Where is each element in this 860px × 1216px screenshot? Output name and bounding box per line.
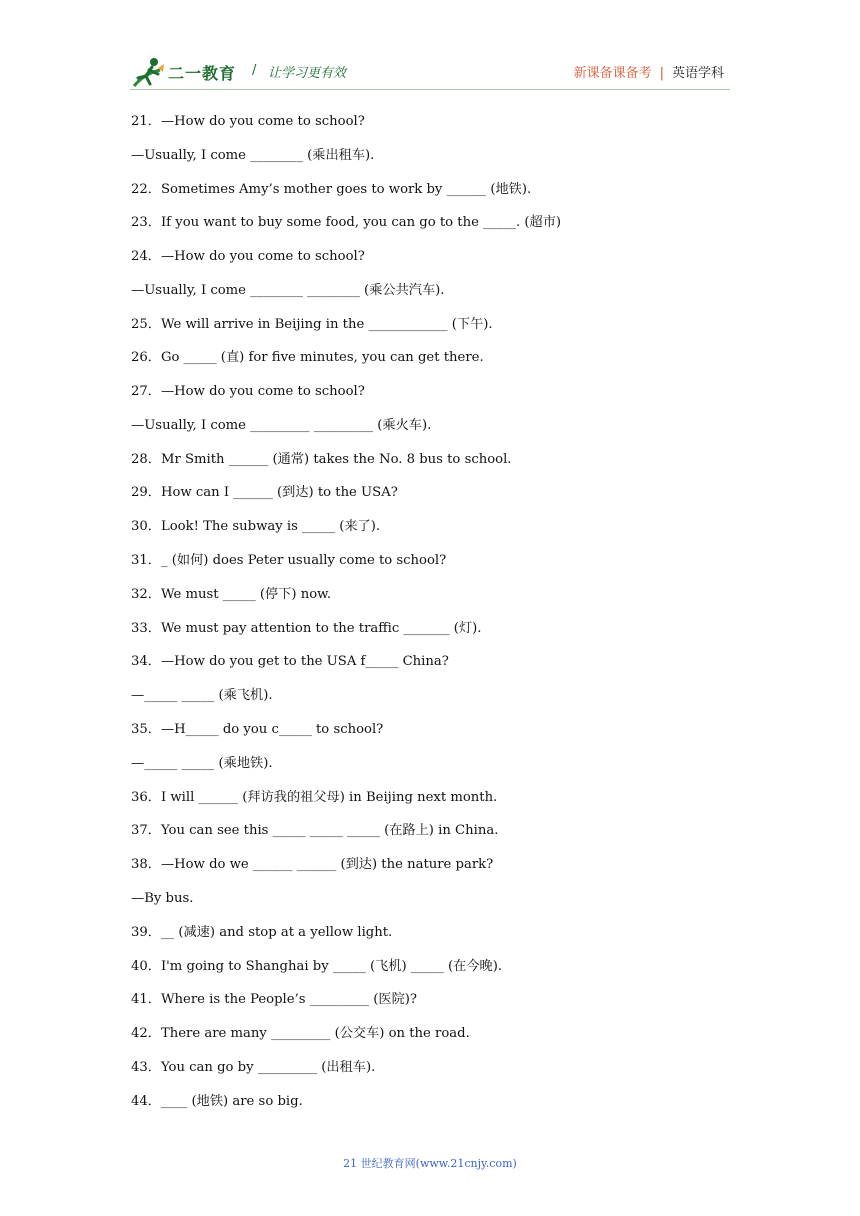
page-header — [130, 56, 730, 94]
question-line: 33．We must pay attention to the traffic _______ (灯). — [131, 621, 482, 636]
page-footer: 21 世纪教育网(www.21cnjy.com) — [343, 1157, 517, 1170]
question-line: —_____ _____ (乘地铁). — [131, 756, 273, 771]
header-tagline: 新课备课备考 — [573, 66, 652, 81]
question-line: 28．Mr Smith ______ (通常) takes the No. 8 bus to school. — [131, 452, 512, 467]
header-subject: 英语学科 — [671, 66, 724, 81]
question-line: —Usually, I come _________ _________ (乘火车). — [131, 418, 432, 433]
question-line: —By bus. — [131, 891, 194, 906]
question-line: 21．—How do you come to school? — [131, 114, 365, 129]
header-right — [574, 62, 724, 81]
question-line: 31．_ (如何) does Peter usually come to school? — [131, 553, 447, 568]
question-line: 42．There are many _________ (公交车) on the road. — [131, 1026, 470, 1041]
question-line: 44．____ (地铁) are so big. — [131, 1094, 303, 1109]
question-line: 36．I will ______ (拜访我的祖父母) in Beijing next month. — [131, 790, 498, 805]
question-line: —Usually, I come ________ ________ (乘公共汽车). — [131, 283, 445, 298]
question-line: 38．—How do we ______ ______ (到达) the nature park? — [131, 857, 494, 872]
header-slash: / — [252, 63, 257, 78]
question-line: 39．__ (减速) and stop at a yellow light. — [131, 925, 393, 940]
question-line: 25．We will arrive in Beijing in the ____________ (下午). — [131, 317, 493, 332]
question-line: 30．Look! The subway is _____ (来了). — [131, 519, 381, 534]
question-line: 41．Where is the People’s _________ (医院)? — [131, 992, 417, 1007]
question-line: 26．Go _____ (直) for five minutes, you can get there. — [131, 350, 484, 365]
question-line: 37．You can see this _____ _____ _____ (在路上) in China. — [131, 823, 499, 838]
header-divider — [130, 89, 730, 90]
question-line: 35．—H_____ do you c_____ to school? — [131, 722, 384, 737]
question-line: 34．—How do you get to the USA f_____ China? — [131, 654, 449, 669]
question-line: 24．—How do you come to school? — [131, 249, 365, 264]
question-line: 27．—How do you come to school? — [131, 384, 365, 399]
header-slogan: 让学习更有效 — [268, 66, 347, 81]
question-line: 29．How can I ______ (到达) to the USA? — [131, 485, 398, 500]
question-line: 40．I'm going to Shanghai by _____ (飞机) _____ (在今晚). — [131, 959, 503, 974]
logo-text: 二一教育 — [168, 64, 237, 83]
question-line: 32．We must _____ (停下) now. — [131, 587, 332, 602]
question-line: 43．You can go by _________ (出租车). — [131, 1060, 376, 1075]
question-line: 23．If you want to buy some food, you can go to the _____. (超市) — [131, 215, 562, 230]
question-line: —_____ _____ (乘飞机). — [131, 688, 273, 703]
header-separator: | — [659, 66, 664, 81]
question-line: —Usually, I come ________ (乘出租车). — [131, 148, 375, 163]
question-line: 22．Sometimes Amy’s mother goes to work by ______ (地铁). — [131, 182, 532, 197]
